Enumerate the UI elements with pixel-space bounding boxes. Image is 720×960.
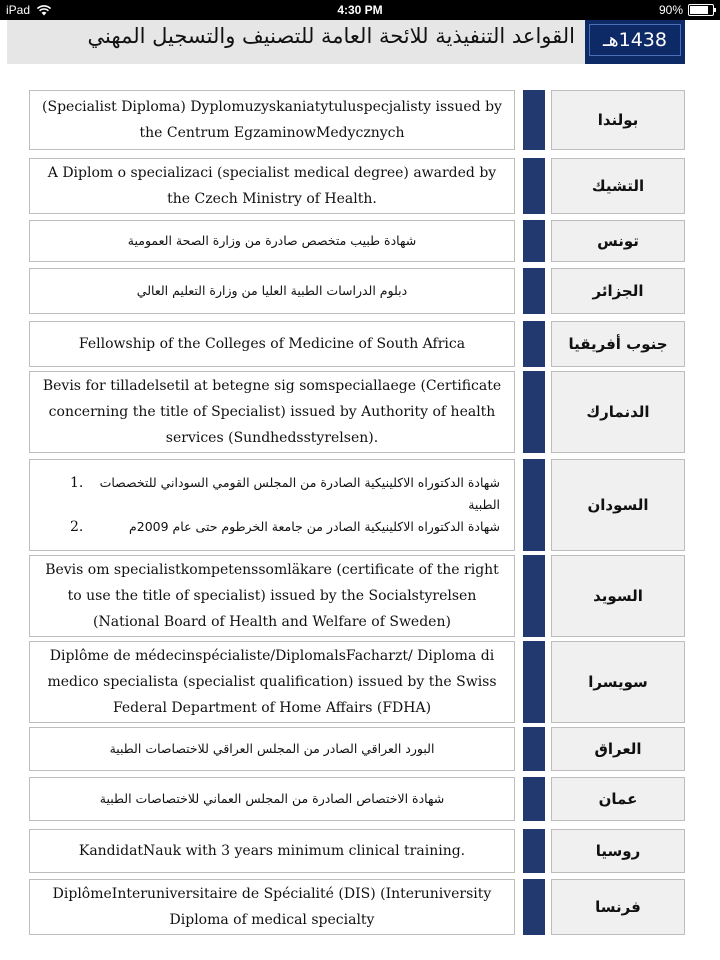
qualification-text: Bevis for tilladelsetil at betegne sig somspeciallaege (Certificate concerning the title of Specialist) issued by Authority of health services (Sundhedsstyrelsen). [42, 378, 502, 446]
row-stripe [523, 555, 545, 637]
country-name: بولندا [597, 111, 639, 129]
row-stripe [523, 879, 545, 935]
year-badge [585, 20, 685, 64]
qualification-text: DiplômeInteruniversitaire de Spécialité (DIS) (Interuniversity Diploma of medical specialty [52, 886, 492, 928]
page-header [7, 20, 685, 64]
country-cell [551, 777, 685, 821]
qualification-text: (Specialist Diploma) Dyplomuzyskaniatytuluspecjalisty issued by the Centrum EgzaminowMedycznych [42, 99, 502, 141]
qualification-cell [29, 829, 515, 873]
list-item-number: 1. [70, 475, 84, 491]
row-stripe [523, 321, 545, 367]
row-stripe [523, 158, 545, 214]
country-cell [551, 371, 685, 453]
country-name: التشيك [591, 177, 645, 195]
qualification-text: البورد العراقي الصادر من المجلس العراقي للاختصاصات الطبية [109, 741, 435, 756]
row-stripe [523, 90, 545, 150]
table-row [29, 829, 689, 873]
country-cell [551, 459, 685, 551]
row-stripe [523, 777, 545, 821]
page-title: القواعد التنفيذية للائحة العامة للتصنيف والتسجيل المهني [87, 24, 575, 48]
country-cell [551, 268, 685, 314]
table-row [29, 641, 689, 723]
status-right [659, 3, 714, 17]
qualification-cell [29, 727, 515, 771]
qualification-cell [29, 220, 515, 262]
qualification-cell [29, 321, 515, 367]
country-cell [551, 158, 685, 214]
list-item-text: شهادة الدكتوراه الاكلينيكية الصادرة من المجلس القومي السوداني للتخصصات الطبية [99, 475, 500, 512]
qualification-text: Bevis om specialistkompetenssomläkare (certificate of the right to use the title of specialist) issued by the Socialstyrelsen (National Board of Health and Welfare of Sweden) [45, 562, 499, 630]
table-row [29, 268, 689, 314]
table-row [29, 459, 689, 551]
country-name: عمان [598, 790, 638, 808]
country-cell [551, 829, 685, 873]
row-stripe [523, 459, 545, 551]
row-stripe [523, 268, 545, 314]
list-item [70, 516, 500, 538]
year-badge-label: 1438هـ [589, 24, 681, 56]
country-name: جنوب أفريقيا [568, 335, 668, 353]
country-name: روسيا [595, 842, 641, 860]
table-row [29, 879, 689, 935]
country-name: الجزائر [592, 282, 644, 300]
qualification-cell [29, 90, 515, 150]
country-name: السويد [593, 587, 643, 605]
qualification-text: A Diplom o specializaci (specialist medical degree) awarded by the Czech Ministry of Health. [47, 165, 497, 207]
table-row [29, 220, 689, 262]
qualification-cell [29, 777, 515, 821]
status-time: 4:30 PM [337, 3, 383, 17]
status-bar [0, 0, 720, 20]
qualification-text: KandidatNauk with 3 years minimum clinical training. [78, 843, 466, 859]
table-row [29, 777, 689, 821]
qualification-cell [29, 371, 515, 453]
list-item-number: 2. [70, 519, 84, 535]
country-cell [551, 555, 685, 637]
row-stripe [523, 829, 545, 873]
battery-icon [688, 4, 714, 16]
country-name: تونس [597, 232, 639, 250]
country-cell [551, 220, 685, 262]
row-stripe [523, 727, 545, 771]
qualification-list [40, 472, 504, 538]
qualification-cell [29, 555, 515, 637]
qualification-text: شهادة طبيب متخصص صادرة من وزارة الصحة العمومية [127, 233, 417, 248]
device-name: iPad [6, 3, 31, 17]
list-item-text: شهادة الدكتوراه الاكلينيكية الصادر من جامعة الخرطوم حتى عام 2009م [129, 519, 500, 534]
qualification-cell [29, 158, 515, 214]
country-name: الدنمارك [586, 403, 650, 421]
table-row [29, 727, 689, 771]
table-row [29, 90, 689, 150]
table-row [29, 371, 689, 453]
country-name: العراق [594, 740, 642, 758]
country-cell [551, 727, 685, 771]
country-name: سويسرا [588, 673, 648, 691]
qualification-text: Diplôme de médecinspécialiste/DiplomalsFacharzt/ Diploma di medico specialista (specialist qualification) issued by the Swiss Federal Department of Home Affairs (FDHA) [47, 648, 497, 716]
table-row [29, 321, 689, 367]
qualification-cell [29, 641, 515, 723]
qualification-text: Fellowship of the Colleges of Medicine of South Africa [78, 336, 466, 352]
qualification-cell [29, 268, 515, 314]
list-item [70, 472, 500, 516]
battery-fill [690, 6, 708, 14]
row-stripe [523, 220, 545, 262]
table-row [29, 555, 689, 637]
qualification-text: دبلوم الدراسات الطبية العليا من وزارة التعليم العالي [136, 283, 408, 298]
country-cell [551, 321, 685, 367]
qualification-cell [29, 879, 515, 935]
table-row [29, 158, 689, 214]
country-cell [551, 879, 685, 935]
country-cell [551, 641, 685, 723]
country-cell [551, 90, 685, 150]
qualification-text: شهادة الاختصاص الصادرة من المجلس العماني للاختصاصات الطبية [99, 791, 445, 806]
country-name: السودان [587, 496, 649, 514]
qualification-cell [29, 459, 515, 551]
battery-percent: 90% [658, 3, 683, 17]
row-stripe [523, 371, 545, 453]
country-name: فرنسا [595, 898, 641, 916]
row-stripe [523, 641, 545, 723]
